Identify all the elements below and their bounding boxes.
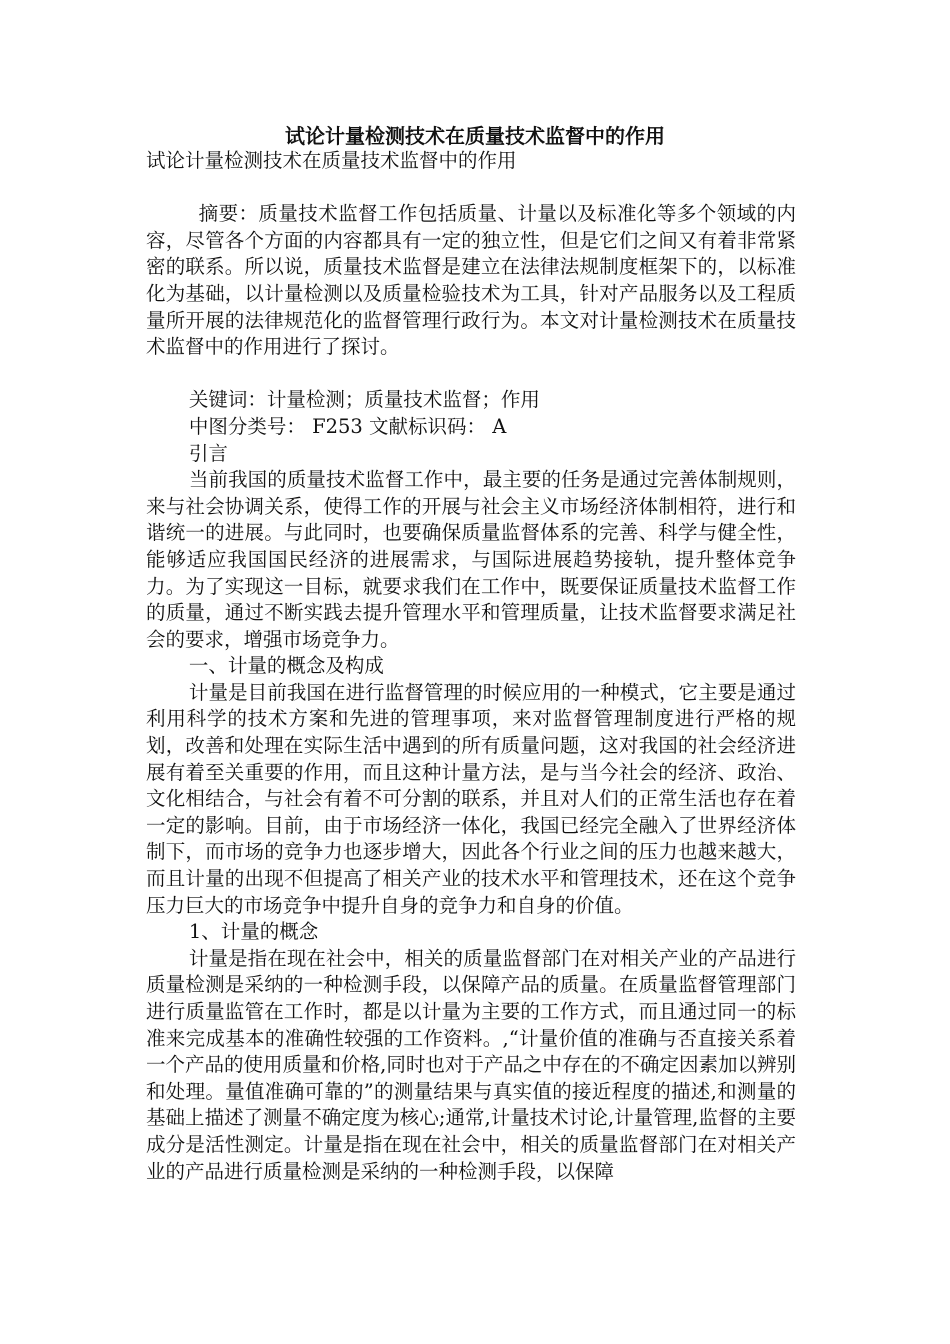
- document-subtitle: 试论计量检测技术在质量技术监督中的作用: [146, 149, 517, 172]
- classification-line: 中图分类号： F253 文献标识码： A: [188, 414, 507, 438]
- blank-line: [146, 361, 796, 388]
- section1-paragraph: 计量是目前我国在进行监督管理的时候应用的一种模式，它主要是通过利用科学的技术方案和先进的管理事项，来对监督管理制度进行严格的规划，改善和处理在实际生活中遇到的所有质量问题，这对我国的社会经济进展有着至关重要的作用，而且这种计量方法，是与当今社会的经济、政治、文化相结合，与社会有着不可分割的联系，并且对人们的正常生活也存在着一定的影响。目前，由于市场经济一体化，我国已经完全融入了世界经济体制下，而市场的竞争力也逐步增大，因此各个行业之间的压力也越来越大，而且计量的出现不但提高了相关产业的技术水平和管理技术，还在这个竞争压力巨大的市场竞争中提升自身的竞争力和自身的价值。: [146, 680, 796, 917]
- blank-line: [146, 175, 796, 202]
- document-body: [146, 148, 796, 1185]
- intro-heading: 引言: [188, 441, 228, 465]
- subsection1-paragraph: 计量是指在现在社会中，相关的质量监督部门在对相关产业的产品进行质量检测是采纳的一种检测手段，以保障产品的质量。在质量监督管理部门进行质量监管在工作时，都是以计量为主要的工作方式，而且通过同一的标准来完成基本的准确性较强的工作资料。,“计量价值的准确与否直接关系着一个产品的使用质量和价格,同时也对于产品之中存在的不确定因素加以辨别和处理。量值准确可靠的”的测量结果与真实值的接近程度的描述,和测量的基础上描述了测量不确定度为核心;通常,计量技术讨论,计量管理,监督的主要成分是活性测定。计量是指在现在社会中，相关的质量监督部门在对相关产业的产品进行质量检测是采纳的一种检测手段，以保障: [146, 946, 796, 1183]
- document-title: 试论计量检测技术在质量技术监督中的作用: [285, 124, 665, 148]
- abstract-paragraph: 摘要：质量技术监督工作包括质量、计量以及标准化等多个领域的内容，尽管各个方面的内容都具有一定的独立性，但是它们之间又有着非常紧密的联系。所以说，质量技术监督是建立在法律法规制度框架下的，以标准化为基础，以计量检测以及质量检验技术为工具，针对产品服务以及工程质量所开展的法律规范化的监督管理行政行为。本文对计量检测技术在质量技术监督中的作用进行了探讨。: [146, 202, 796, 359]
- section1-heading: 一、计量的概念及构成: [188, 654, 384, 678]
- intro-paragraph: 当前我国的质量技术监督工作中，最主要的任务是通过完善体制规则，来与社会协调关系，使得工作的开展与社会主义市场经济体制相符，进行和谐统一的进展。与此同时，也要确保质量监督体系的完善、科学与健全性，能够适应我国国民经济的进展需求，与国际进展趋势接轨，提升整体竞争力。为了实现这一目标，就要求我们在工作中，既要保证质量技术监督工作的质量，通过不断实践去提升管理水平和管理质量，让技术监督要求满足社会的要求，增强市场竞争力。: [146, 468, 796, 651]
- subsection1-heading: 1、计量的概念: [188, 920, 319, 944]
- keywords-line: 关键词：计量检测；质量技术监督；作用: [188, 388, 540, 412]
